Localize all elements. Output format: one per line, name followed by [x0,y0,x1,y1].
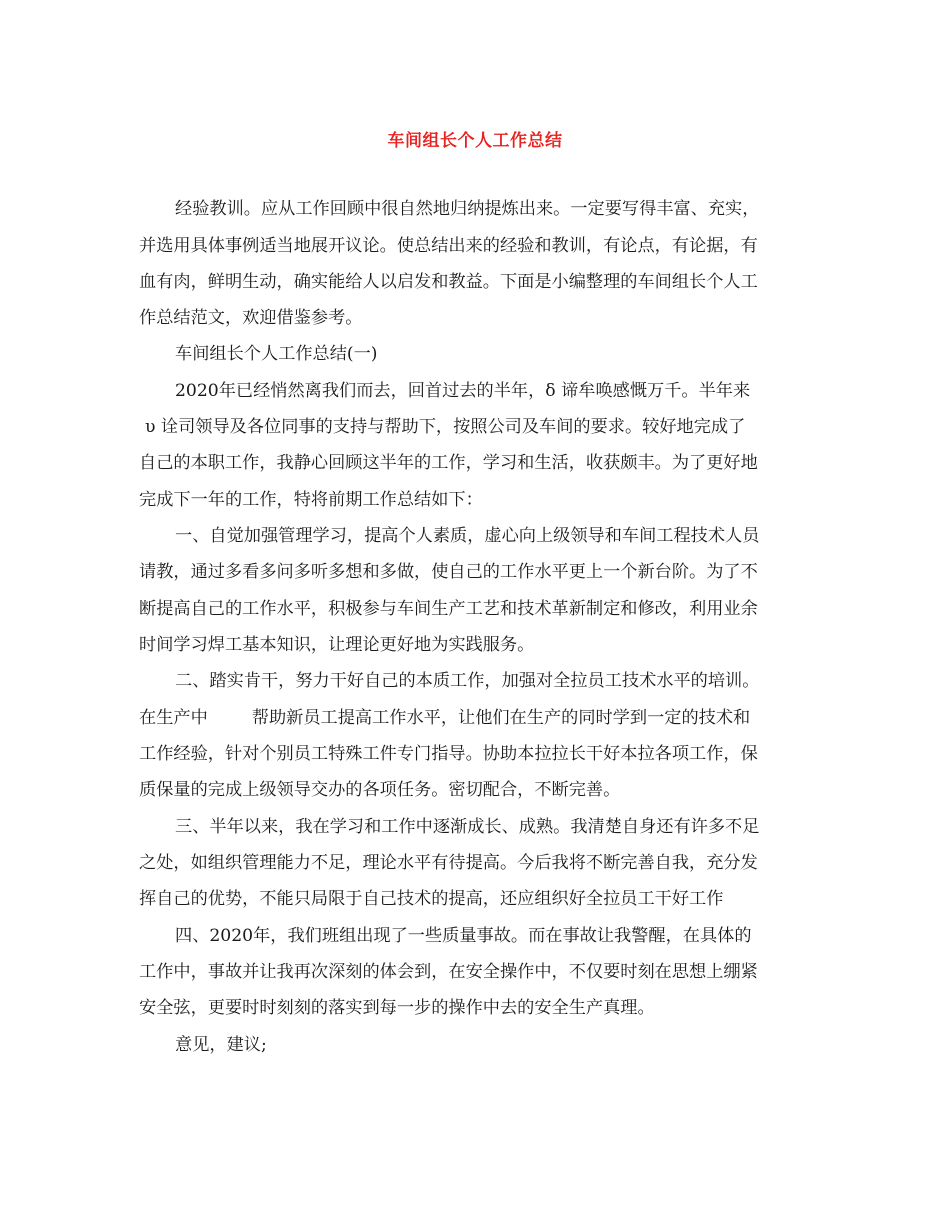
text-line: 时间学习焊工基本知识，让理论更好地为实践服务。 [139,635,535,655]
text-fragment: 帮助新员工提高工作水平，让他们在生产的同时学到一定的技术和 [251,708,751,728]
text-line: 一、自觉加强管理学习，提高个人素质，虚心向上级领导和车间工程技术人员 [175,526,760,546]
text-line: 并选用具体事例适当地展开议论。使总结出来的经验和教训，有论点，有论据，有 [139,236,758,256]
text-line: 质保量的完成上级领导交办的各项任务。密切配合，不断完善。 [139,780,621,800]
text-line: 挥自己的优势，不能只局限于自己技术的提高，还应组织好全拉员工干好工作 [139,889,724,909]
text-line: 经验教训。应从工作回顾中很自然地归纳提炼出来。一定要写得丰富、充实， [175,199,760,219]
text-line: 血有肉，鲜明生动，确实能给人以启发和教益。下面是小编整理的车间组长个人工 [139,272,758,292]
text-line: 工作经验，针对个别员工特殊工件专门指导。协助本拉拉长干好本拉各项工作，保 [139,744,758,764]
section-heading: 车间组长个人工作总结(一) [175,344,378,364]
text-line: υ 诠司领导及各位同事的支持与帮助下，按照公司及车间的要求。较好地完成了 [145,417,746,437]
text-line: 作总结范文，欢迎借鉴参考。 [139,308,363,328]
text-line: 请教，通过多看多问多听多想和多做，使自己的工作水平更上一个新台阶。为了不 [139,562,758,582]
text-line: 2020年已经悄然离我们而去，回首过去的半年，δ 谛牟唤感慨万千。半年来 [175,381,751,401]
text-line: 断提高自己的工作水平，积极参与车间生产工艺和技术革新制定和修改，利用业余 [139,599,758,619]
text-line: 工作中，事故并让我再次深刻的体会到，在安全操作中，不仅要时刻在思想上绷紧 [139,962,758,982]
text-line: 自己的本职工作，我静心回顾这半年的工作，学习和生活，收获颇丰。为了更好地 [139,453,758,473]
text-line: 三、半年以来，我在学习和工作中逐渐成长、成熟。我清楚自身还有许多不足 [175,817,760,837]
text-line [139,706,750,730]
text-line: 安全弦，更要时时刻刻的落实到每一步的操作中去的安全生产真理。 [139,998,655,1018]
text-line: 四、2020年，我们班组出现了一些质量事故。而在事故让我警醒，在具体的 [175,926,752,946]
text-fragment: 在生产中 [139,708,208,728]
text-line: 二、踏实肯干，努力干好自己的本质工作，加强对全拉员工技术水平的培训。 [175,671,760,691]
text-line: 之处，如组织管理能力不足，理论水平有待提高。今后我将不断完善自我，充分发 [139,853,758,873]
document-title: 车间组长个人工作总结 [387,131,563,151]
text-line: 完成下一年的工作，特将前期工作总结如下： [139,490,483,510]
text-line: 意见，建议; [175,1035,267,1055]
